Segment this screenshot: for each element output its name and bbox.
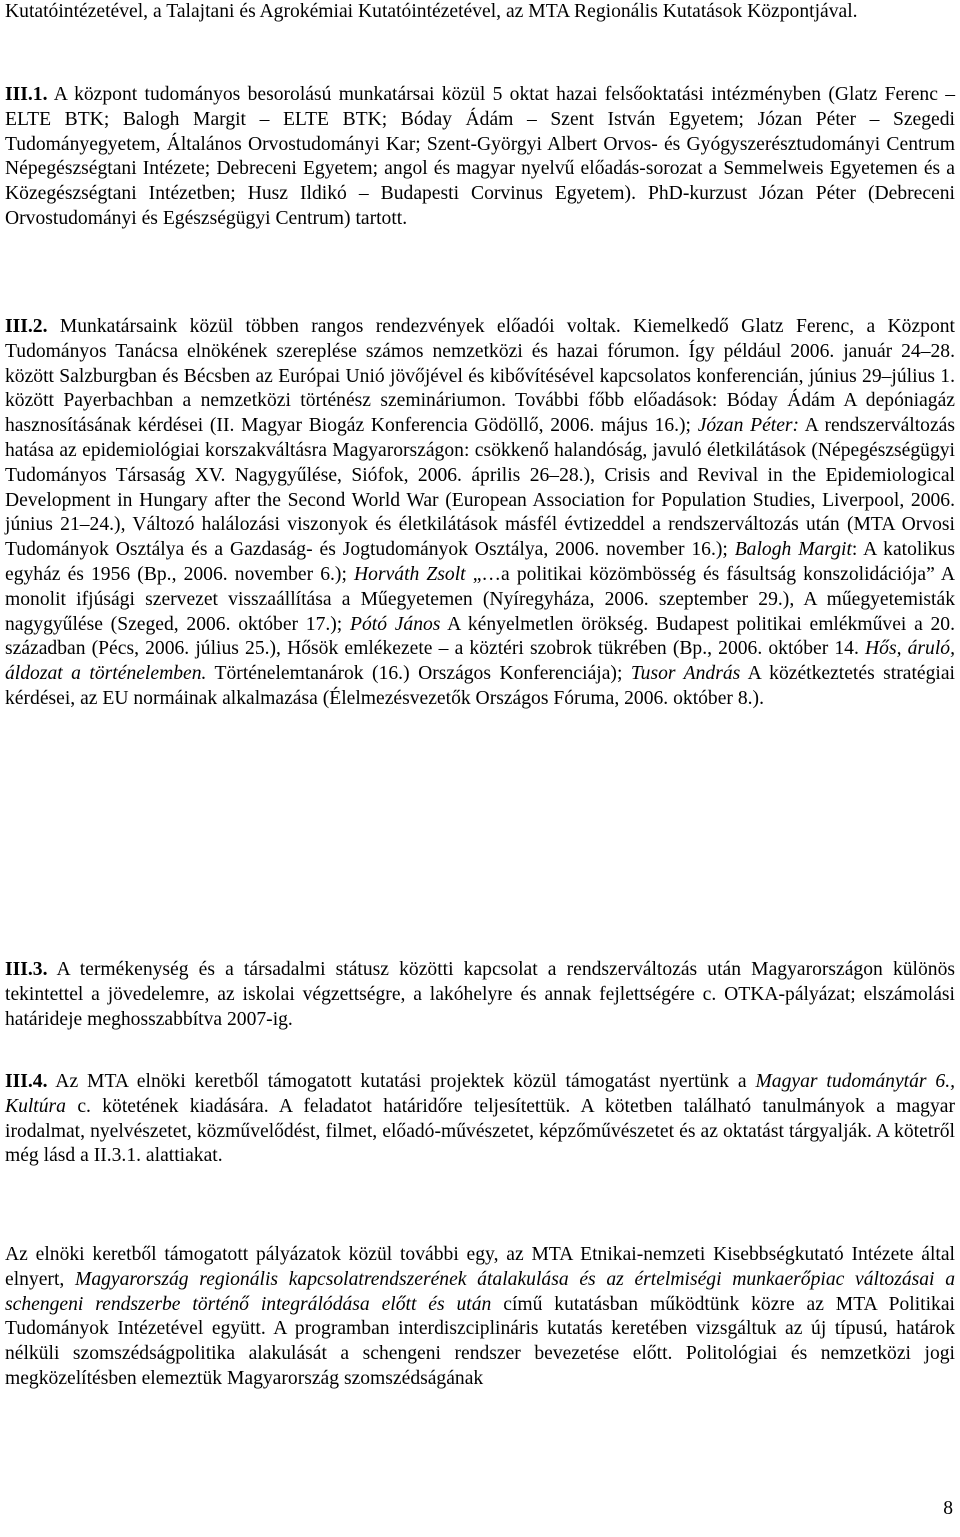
section-iii-1-paragraph (5, 83, 955, 232)
section-iii-3-number: III.3. (5, 959, 48, 980)
section-iii-4-text: Az MTA elnöki keretből támogatott kutatási projektek közül támogatást nyertünk a (47, 1071, 756, 1092)
section-iii-2-conference-title: Hős, áruló, áldozat a történelemben. (5, 638, 955, 685)
section-iii-2-text: A rendszerváltozás hatása az epidemiológiai korszakváltásra Magyarországon: csökkenő halandóság, javuló életkilátások (Népegészségügyi Tudományos Társaság XV. Nagygyűlése, Siófok, 2006. április 26–28.), Crisis and Revival in the Epidemiological Development in Hungary after the Second World War (European Association for Population Studies, Liverpool, 2006. június 21–24.), Változó halálozási viszonyok és életkilátások másfél évtizeddel a rendszerváltozás után (MTA Orvosi Tudományok Osztálya és a Gazdaság- és Jogtudományok Osztálya, 2006. november 16.); (5, 415, 955, 561)
grant-paragraph (5, 1243, 955, 1392)
section-iii-2-text: Munkatársaink közül többen rangos rendezvények előadói voltak. Kiemelkedő Glatz Ferenc, a Központ Tudományos Tanácsa elnökének szereplése számos nemzetközi és hazai fórumon. Így például 2006. január 24–28. között Salzburgban és Bécsben az Európai Unió jövőjével és kibővítésével kapcsolatos konferencián, június 29–július 1. között Payerbachban a nemzetközi történész szemináriumon. További főbb előadások: Bóday Ádám A depóniagáz hasznosításának kérdései (II. Magyar Biogáz Konferencia Gödöllő, 2006. május 16.); (5, 316, 955, 437)
intro-paragraph (5, 0, 955, 25)
section-iii-2-name-poto: Pótó János (349, 613, 441, 635)
section-iii-2-text: A kényelmetlen örökség. Budapest politikai emlékművei a 20. században (Pécs, 2006. július 25.), Hősök emlékezete – a köztéri szobrok tükrében (Bp., 2006. október 14. (5, 613, 955, 660)
section-iii-2-text: „…a politikai közömbösség és fásultság konszolidációja” A monolit ifjúsági szervezet visszaállítása a Műegyetemen (Nyíregyháza, 2006. szeptember 29.), A műegyetemisták nagygyűlése (Szeged, 2006. október 17.); (5, 563, 955, 635)
section-iii-4-book-title: Magyar tudománytár 6., Kultúra (5, 1071, 955, 1117)
section-iii-4-text: c. kötetének kiadására. A feladatot határidőre teljesítettük. A kötetben található tanulmányok a magyar irodalmat, nyelvészetet, közművelődést, filmet, előadó-művészetet, képzőművészetet és az oktatást tárgyalják. A kötetről még lásd a II.3.1. alattiakat. (5, 1095, 955, 1167)
section-iii-2-text: A közétkeztetés stratégiai kérdései, az EU normáinak alkalmazása (Élelmezésvezetők Országos Fóruma, 2006. október 8.). (5, 663, 955, 709)
section-iii-4-number: III.4. (5, 1071, 48, 1092)
section-iii-2-name-balogh: Balogh Margit (734, 539, 852, 561)
section-iii-1-number: III.1. (5, 84, 48, 105)
section-iii-2-text: Történelemtanárok (16.) Országos Konferenciája); (206, 663, 631, 685)
section-iii-3-paragraph (5, 958, 955, 1032)
grant-text: című kutatásban működtünk közre az MTA Politikai Tudományok Intézetével együtt. A programban interdiszciplináris kutatás keretében vizsgáltuk az új típusú, határok nélküli szomszédságpolitika alakulását a schengeni rendszer bevezetése előtt. Politológiai és nemzetközi jogi megközelítésben elemeztük Magyarország szomszédságának (5, 1293, 955, 1389)
section-iii-2-text: : A katolikus egyház és 1956 (Bp., 2006. november 6.); (5, 539, 955, 585)
section-iii-2-name-jozan: Józan Péter: (697, 415, 800, 437)
section-iii-3-text: A termékenység és a társadalmi státusz közötti kapcsolat a rendszerváltozás után Magyarországon különös tekintettel a jövedelemre, az iskolai végzettségre, a lakóhelyre és annak fejlettségére c. OTKA-pályázat; elszámolási határideje meghosszabbítva 2007-ig. (5, 959, 955, 1030)
section-iii-2-paragraph (5, 315, 955, 712)
section-iii-2-name-horvath: Horváth Zsolt (354, 563, 466, 585)
section-iii-4-paragraph (5, 1070, 955, 1169)
section-iii-2-number: III.2. (5, 316, 48, 337)
section-iii-2-name-tusor: Tusor András (630, 663, 741, 685)
grant-text: Az elnöki keretből támogatott pályázatok közül további egy, az MTA Etnikai-nemzeti Kisebbségkutató Intézete által elnyert, (5, 1244, 955, 1290)
section-iii-1-text: A központ tudományos besorolású munkatársai közül 5 oktat hazai felsőoktatási intézményben (Glatz Ferenc – ELTE BTK; Balogh Margit – ELTE BTK; Bóday Ádám – Szent István Egyetem; Józan Péter – Szegedi Tudományegyetem, Általános Orvostudományi Kar; Szent-Györgyi Albert Orvos- és Gyógyszerésztudományi Centrum Népegészségtani Intézete; Debreceni Egyetem; angol és magyar nyelvű előadás-sorozat a Semmelweis Egyetemen és a Közegészségtani Intézetben; Husz Ildikó – Budapesti Corvinus Egyetem). PhD-kurzust Józan Péter (Debreceni Orvostudományi és Egészségügyi Centrum) tartott. (5, 84, 955, 229)
page-number: 8 (943, 1498, 953, 1519)
grant-project-title: Magyarország regionális kapcsolatrendszerének átalakulása és az értelmiségi munkaerőpiac változásai a schengeni rendszerbe történő integrálódása előtt és után (5, 1268, 956, 1315)
intro-text: Kutatóintézetével, a Talajtani és Agrokémiai Kutatóintézetével, az MTA Regionális Kutatások Központjával. (5, 1, 858, 22)
